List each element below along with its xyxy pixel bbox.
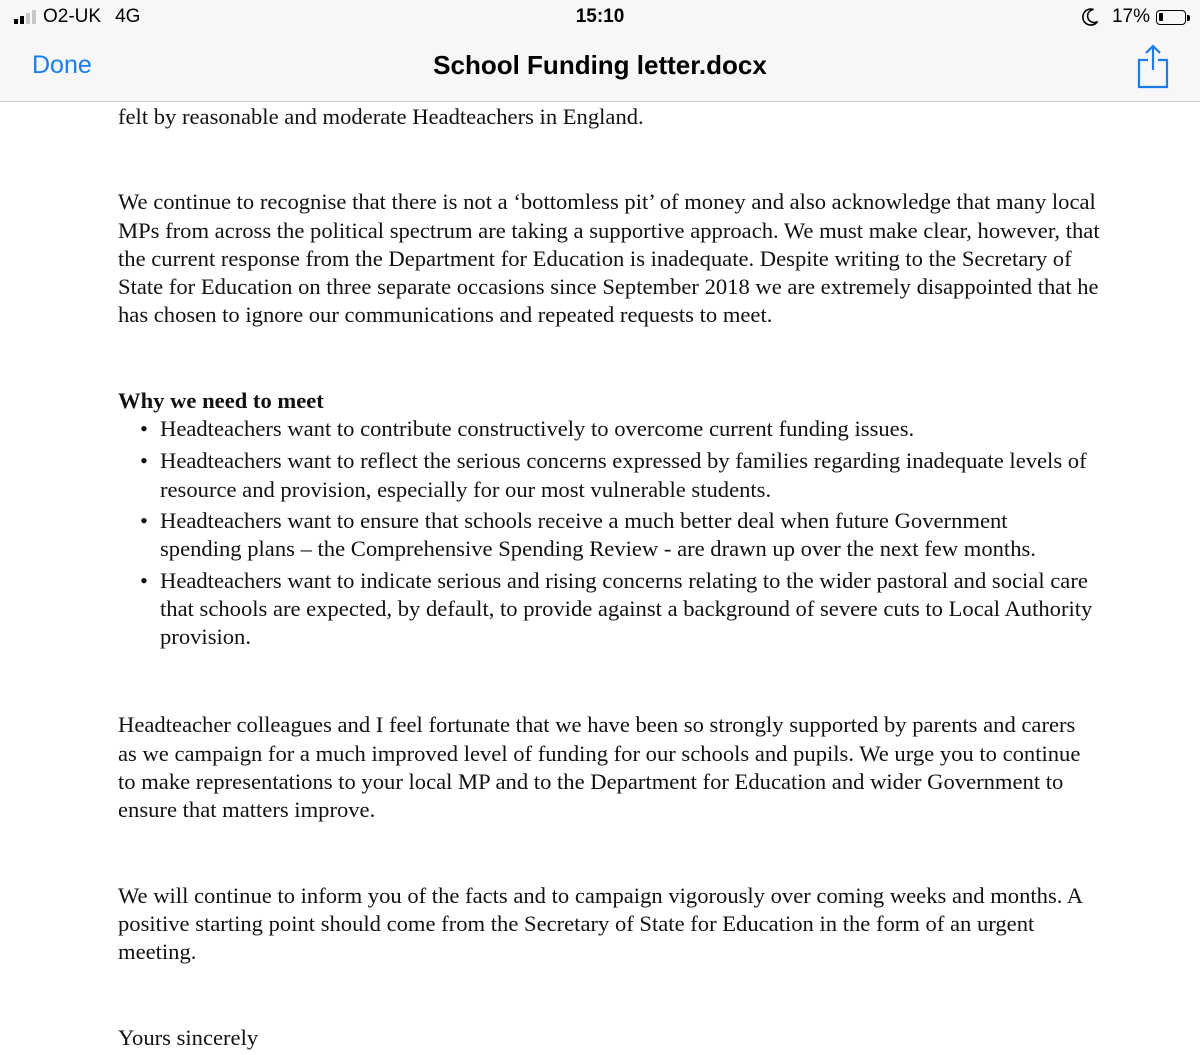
- do-not-disturb-moon-icon: [1080, 7, 1100, 27]
- bullet-text: Headteachers want to reflect the serious concerns expressed by families regarding inadequate levels of resource and provision, especially for our most vulnerable students.: [160, 448, 1087, 502]
- intro-fragment: felt by reasonable and moderate Headteachers in England.: [118, 104, 644, 129]
- network-type: 4G: [115, 6, 141, 27]
- navigation-bar: [0, 34, 1200, 102]
- bullet-text: Headteachers want to ensure that schools receive a much better deal when future Government spending plans – the Comprehensive Spending Review - are drawn up over the next few months.: [160, 507, 1036, 562]
- bullet-marker: •: [140, 416, 148, 442]
- battery-percentage: 17%: [1111, 6, 1150, 27]
- bullet-text: Headteachers want to contribute constructively to overcome current funding issues.: [160, 416, 915, 442]
- battery-cap: [1187, 15, 1190, 21]
- share-icon[interactable]: [1136, 43, 1170, 89]
- bullet-item: [118, 567, 1093, 652]
- section-heading: Why we need to meet: [118, 387, 324, 413]
- bullet-marker: •: [140, 448, 148, 474]
- paragraph-3: We will continue to inform you of the facts and to campaign vigorously over coming weeks and months. A positive starting point should come from the Secretary of State for Education in the form of an urgent meeting.: [118, 882, 1082, 965]
- closing: Yours sincerely: [118, 1024, 259, 1050]
- bullet-marker: •: [140, 507, 148, 533]
- document-body: [118, 103, 1118, 1052]
- battery-icon: [1156, 10, 1186, 25]
- battery-level-fill: [1159, 13, 1163, 21]
- bullet-marker: •: [140, 567, 148, 593]
- paragraph-2: Headteacher colleagues and I feel fortunate that we have been so strongly supported by parents and carers as we campaign for a much improved level of funding for our schools and pupils. We urge you to continue to make representations to your local MP and to the Department for Education and wider Government to ensure that matters improve.: [118, 712, 1081, 823]
- bullet-text: Headteachers want to indicate serious and rising concerns relating to the wider pastoral and social care that schools are expected, by default, to provide against a background of severe cuts to Local Authority provision.: [160, 567, 1093, 650]
- bullet-item: [118, 415, 1093, 443]
- bullet-item: [118, 507, 1093, 564]
- status-bar: [0, 0, 1200, 34]
- carrier-name: O2-UK: [43, 6, 102, 27]
- status-time: 15:10: [575, 6, 625, 27]
- document-title: School Funding letter.docx: [433, 50, 767, 80]
- paragraph-1: We continue to recognise that there is not a ‘bottomless pit’ of money and also acknowledge that many local MPs from across the political spectrum are taking a supportive approach. We must make clear, however, that the current response from the Department for Education is inadequate. Despite writing to the Secretary of State for Education on three separate occasions since September 2018 we are extremely disappointed that he has chosen to ignore our communications and repeated requests to meet.: [118, 189, 1100, 328]
- done-button[interactable]: Done: [32, 51, 92, 79]
- status-right: [1080, 6, 1186, 28]
- bullet-item: [118, 447, 1093, 504]
- bullet-list: [118, 415, 1093, 651]
